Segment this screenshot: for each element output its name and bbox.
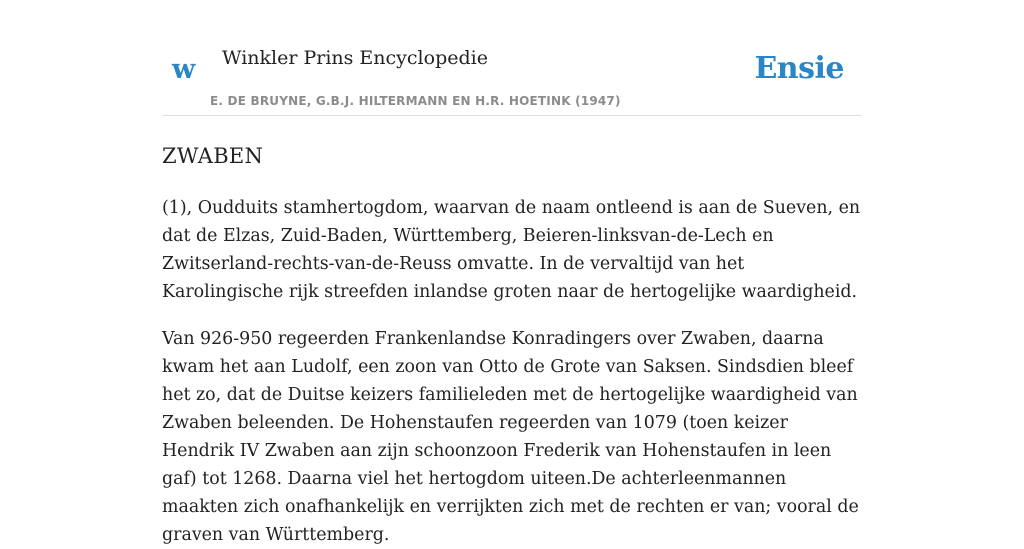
article-paragraph-1: (1), Oudduits stamhertogdom, waarvan de naam ontleend is aan de Sueven, en dat de Elzas, Zuid-Baden, Württemberg, Beieren-linksvan-de-Lech en Zwitserland-rechts-van-de-Reuss omvatte. In de vervaltijd van het Karolingische rijk streefden inlandse groten naar de hertogelijke waardigheid. [162,198,861,302]
publication-authors: E. DE BRUYNE, G.B.J. HILTERMANN EN H.R. HOETINK (1947) [210,94,621,108]
publication-header [162,0,862,116]
article-paragraph-2: Van 926-950 regeerden Frankenlandse Konradingers over Zwaben, daarna kwam het aan Ludolf, een zoon van Otto de Grote van Saksen. Sindsdien bleef het zo, dat de Duitse keizers familieleden met de hertogelijke waardigheid van Zwaben beleenden. De Hohenstaufen regeerden van 1079 (toen keizer Hendrik IV Zwaben aan zijn schoonzoon Frederik van Hohenstaufen in leen gaf) tot 1268. Daarna viel het hertogdom uiteen.De achterleenmannen maakten zich onafhankelijk en verrijkten zich met de rechten er van; vooral de graven van Württemberg. [162,329,859,545]
ensie-logo-link[interactable]: Ensie [754,51,844,86]
publication-logo-icon[interactable]: w [172,54,196,85]
article-page [162,0,862,545]
article-title: ZWABEN [162,144,264,168]
publication-title[interactable]: Winkler Prins Encyclopedie [222,47,488,69]
